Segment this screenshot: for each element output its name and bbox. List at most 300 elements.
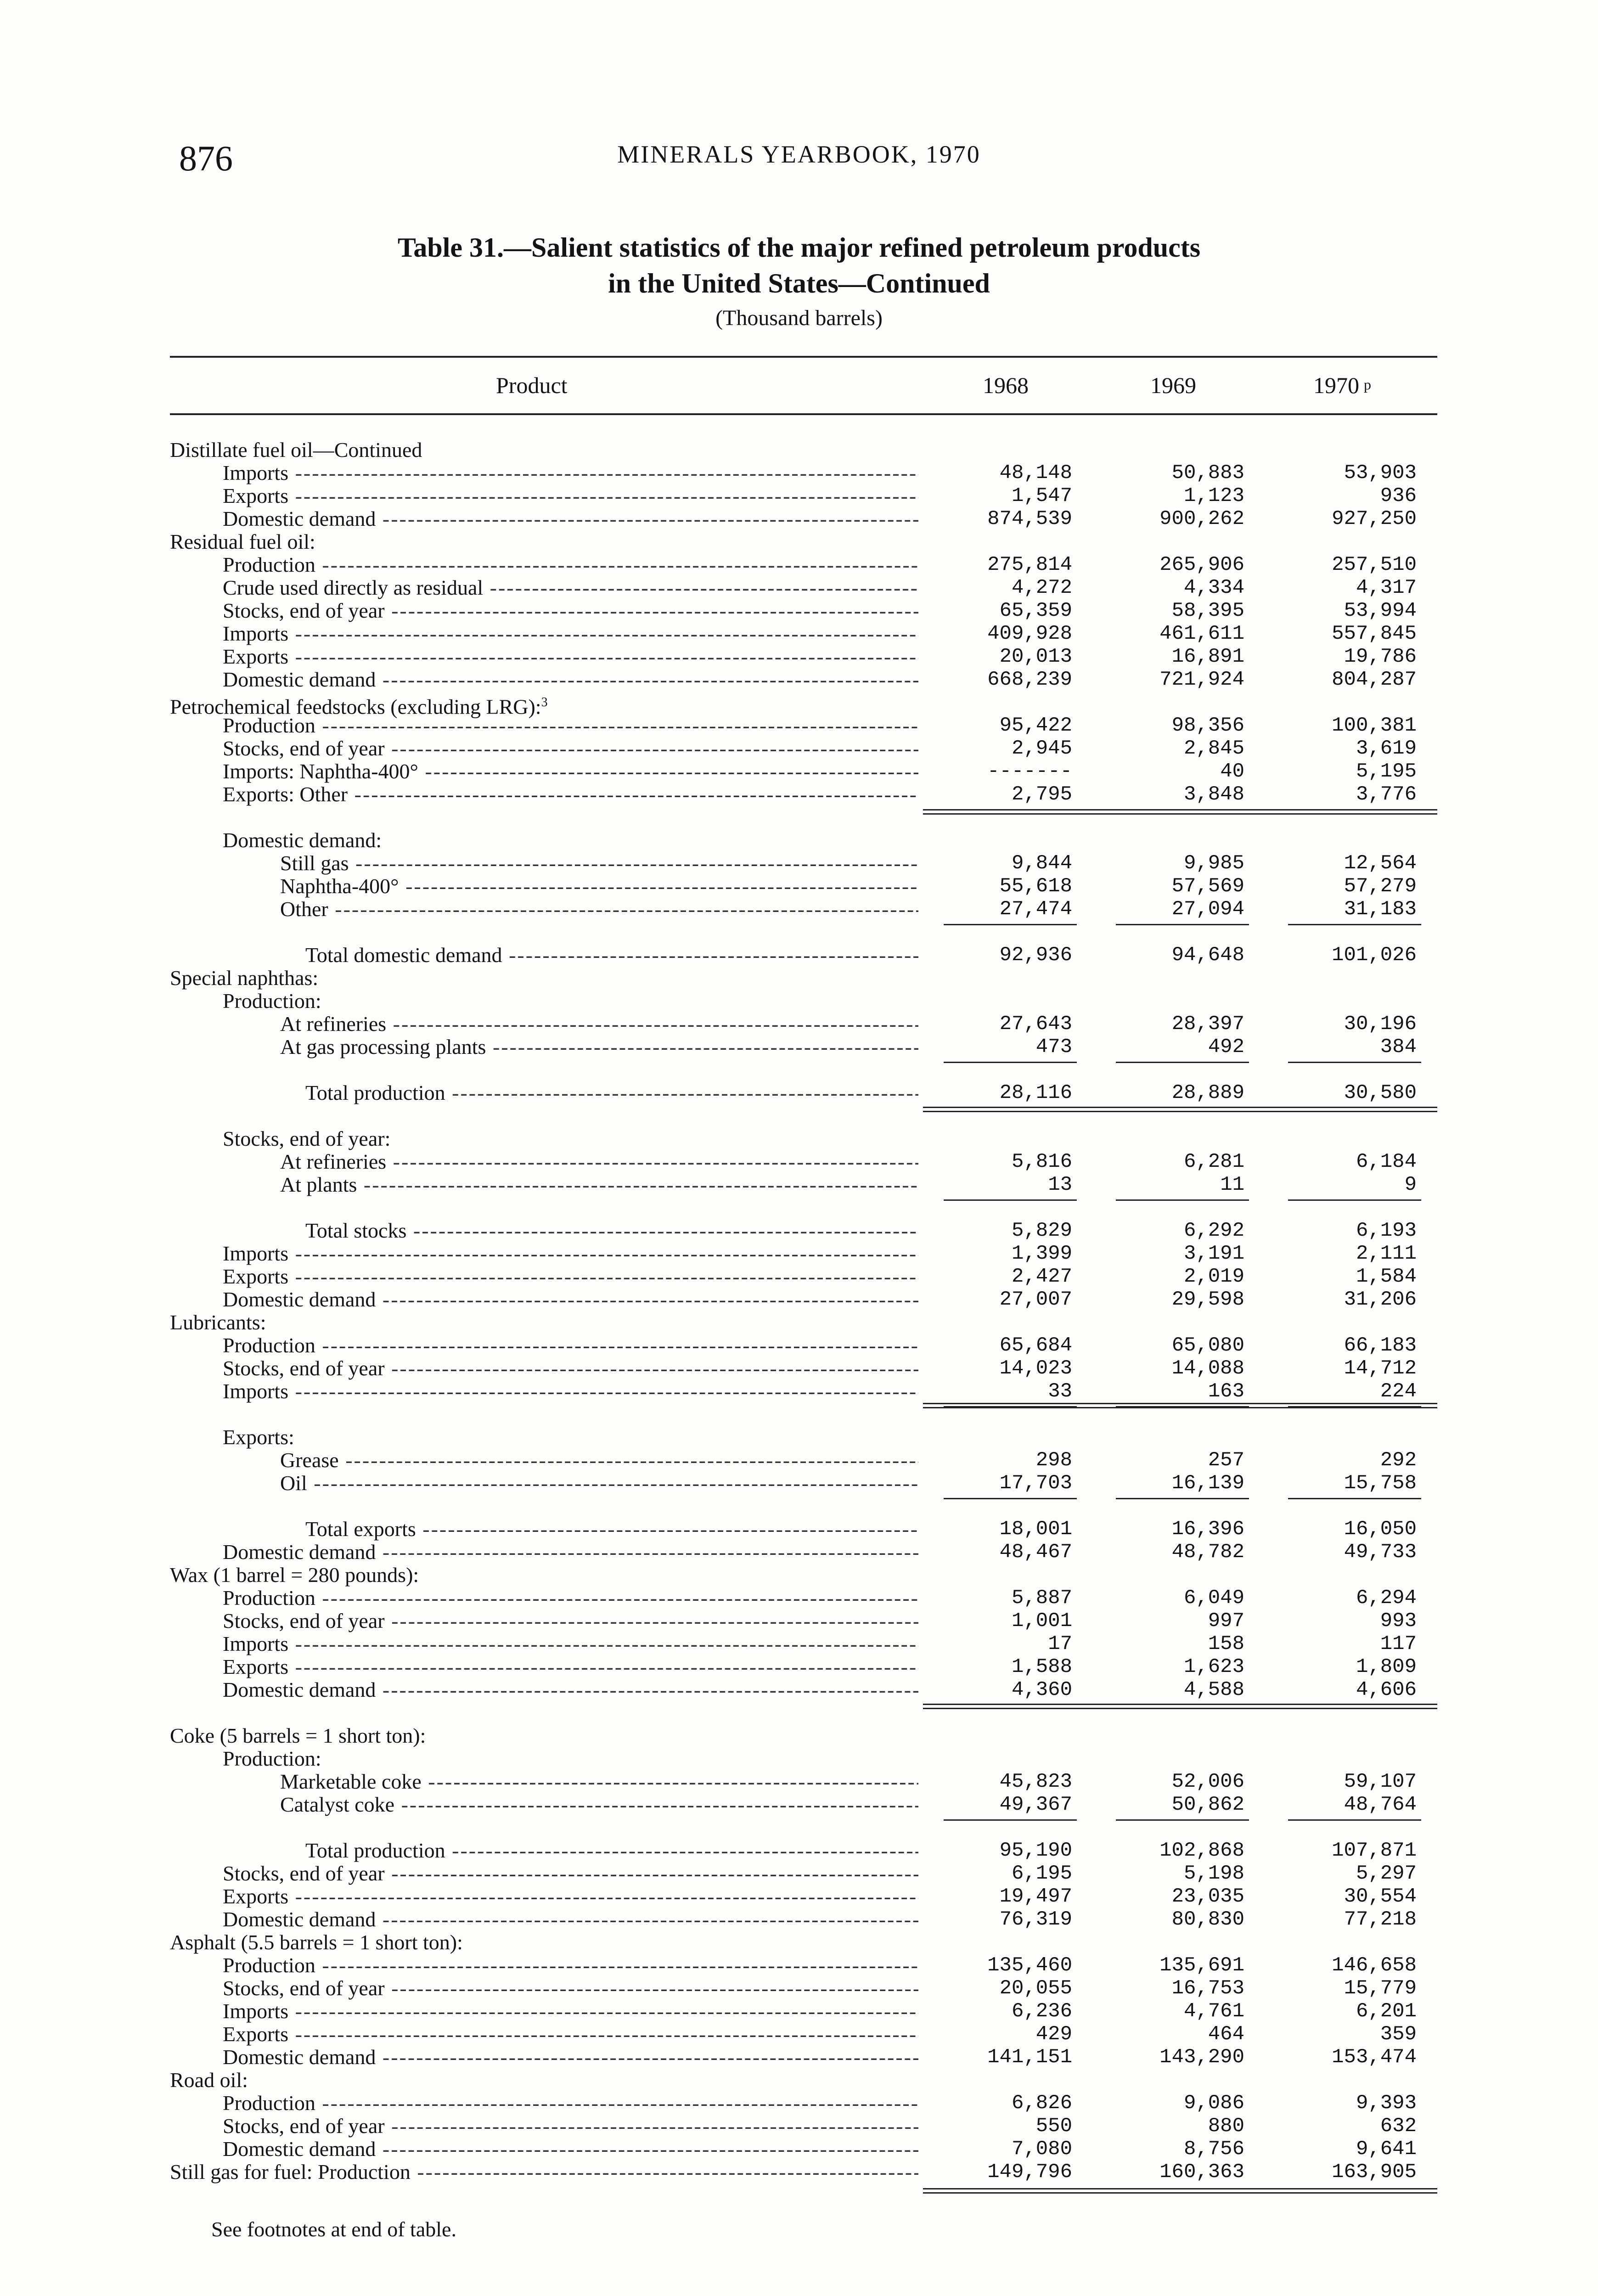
- table-header-rule: [170, 413, 1437, 415]
- row-label: [170, 1931, 951, 1954]
- table-row: [0, 1265, 1598, 1288]
- row-label-text: Total exports: [305, 1518, 416, 1541]
- row-label-text: Domestic demand: [223, 668, 376, 691]
- value-1970: 16,050: [1344, 1518, 1417, 1541]
- table-row: [0, 2092, 1598, 2115]
- value-1969: 4,761: [1183, 2000, 1244, 2023]
- value-1970: 9,641: [1356, 2138, 1417, 2161]
- table-row: [0, 2138, 1598, 2161]
- table-row: [0, 1862, 1598, 1885]
- running-head: MINERALS YEARBOOK, 1970: [617, 141, 981, 168]
- page-number: 876: [179, 138, 233, 178]
- value-1968: 2,945: [1011, 737, 1072, 760]
- table-row: [0, 1678, 1598, 1701]
- row-label: [280, 1449, 918, 1472]
- table-title-line-2: in the United States—Continued: [608, 268, 990, 298]
- subtotal-rule: [1116, 1498, 1249, 1499]
- table-row: [0, 530, 1598, 553]
- row-label-text: Imports: [223, 461, 289, 484]
- value-1970: 292: [1380, 1449, 1417, 1472]
- value-1969: 143,290: [1159, 2046, 1244, 2069]
- value-1969: 3,191: [1183, 1242, 1244, 1265]
- value-1969: 50,862: [1171, 1793, 1244, 1816]
- value-1968: 149,796: [987, 2161, 1072, 2183]
- table-row: [0, 2161, 1598, 2183]
- value-1970: 15,779: [1344, 1977, 1417, 2000]
- value-1969: 492: [1208, 1035, 1244, 1058]
- value-1968: 76,319: [999, 1908, 1072, 1931]
- table-row: [0, 1977, 1598, 2000]
- value-1970: 3,619: [1356, 737, 1417, 760]
- section-double-rule: [923, 809, 1437, 815]
- table-row: [0, 553, 1598, 576]
- row-label-text: Exports: [223, 1265, 289, 1288]
- value-1970: 1,584: [1356, 1265, 1417, 1288]
- row-label-text: Stocks, end of year: [223, 2115, 385, 2138]
- row-label-text: Total production: [305, 1839, 445, 1862]
- table-row: [0, 2000, 1598, 2023]
- value-1968: 4,272: [1011, 576, 1072, 599]
- value-1969: 28,397: [1171, 1013, 1244, 1035]
- footnote-marker: 3: [541, 695, 548, 709]
- row-label-text: Exports: [223, 484, 289, 507]
- value-1968: 65,684: [999, 1334, 1072, 1357]
- row-label-text: Oil: [280, 1472, 307, 1495]
- row-label: [280, 875, 918, 898]
- value-1968: 20,055: [999, 1977, 1072, 2000]
- row-label-text: Imports: [223, 1632, 289, 1655]
- value-1969: 6,281: [1183, 1150, 1244, 1173]
- value-1968: 409,928: [987, 622, 1072, 645]
- table-row: [0, 1609, 1598, 1632]
- value-1970: 9: [1404, 1173, 1417, 1196]
- row-label-text: Production: [223, 714, 315, 737]
- row-label-text: Grease: [280, 1449, 339, 1472]
- value-1970: 117: [1380, 1632, 1417, 1655]
- row-label-text: Exports: [223, 2023, 289, 2046]
- table-row: [0, 645, 1598, 668]
- row-label: [223, 714, 918, 737]
- table-row: [0, 1587, 1598, 1609]
- row-label-text: Residual fuel oil:: [170, 530, 315, 553]
- row-label-text: Special naphthas:: [170, 967, 319, 990]
- value-1970: 59,107: [1344, 1770, 1417, 1793]
- value-1970: 632: [1380, 2115, 1417, 2138]
- row-label: [280, 1173, 918, 1196]
- row-label: [280, 852, 918, 875]
- value-1968: 18,001: [999, 1518, 1072, 1541]
- value-1968: 27,643: [999, 1013, 1072, 1035]
- row-label-text: Domestic demand: [223, 2046, 376, 2069]
- value-1970: 30,580: [1344, 1081, 1417, 1104]
- row-label: [223, 1977, 918, 2000]
- value-1970: 557,845: [1332, 622, 1417, 645]
- value-1970: 257,510: [1332, 553, 1417, 576]
- row-label: [223, 1862, 918, 1885]
- row-label: [223, 829, 1003, 852]
- row-label-text: Production: [223, 1334, 315, 1357]
- value-1969: 52,006: [1171, 1770, 1244, 1793]
- row-label: [223, 461, 918, 484]
- table-row: [0, 944, 1598, 967]
- table-row: [0, 1173, 1598, 1196]
- row-label-text: Wax (1 barrel = 280 pounds):: [170, 1564, 419, 1587]
- row-label: [280, 1013, 918, 1035]
- value-1970: 30,196: [1344, 1013, 1417, 1035]
- row-label: [223, 1632, 918, 1655]
- table-row: [0, 1793, 1598, 1816]
- row-label-text: Naphtha-400°: [280, 875, 399, 898]
- value-1970: 6,201: [1356, 2000, 1417, 2023]
- column-header-1970-year: 1970: [1313, 372, 1359, 398]
- table-title: [0, 230, 1598, 301]
- value-1968: 668,239: [987, 668, 1072, 691]
- row-label: [223, 2138, 918, 2161]
- value-1970: 49,733: [1344, 1541, 1417, 1564]
- column-header-product: Product: [496, 372, 568, 398]
- row-label: [170, 530, 951, 553]
- row-label-text: Imports: [223, 1242, 289, 1265]
- row-label-text: Stocks, end of year: [223, 737, 385, 760]
- row-label: [280, 1472, 918, 1495]
- value-1969: 2,845: [1183, 737, 1244, 760]
- row-label: [223, 760, 918, 783]
- value-1968: 6,826: [1011, 2092, 1072, 2115]
- value-1969: 3,848: [1183, 783, 1244, 806]
- value-1968: 141,151: [987, 2046, 1072, 2069]
- row-label: [223, 668, 918, 691]
- table-row: [0, 2069, 1598, 2092]
- subtotal-rule: [1116, 1819, 1249, 1821]
- row-label-text: Crude used directly as residual: [223, 576, 484, 599]
- value-1969: 4,588: [1183, 1678, 1244, 1701]
- subtotal-rule: [1288, 1199, 1421, 1201]
- value-1970: 224: [1380, 1380, 1417, 1403]
- table-row: [0, 990, 1598, 1013]
- row-label-text: Domestic demand: [223, 507, 376, 530]
- subtotal-rule: [944, 924, 1077, 925]
- row-label-text: Domestic demand: [223, 2138, 376, 2161]
- value-1968: 4,360: [1011, 1678, 1072, 1701]
- value-1969: 9,985: [1183, 852, 1244, 875]
- value-1970: 936: [1380, 484, 1417, 507]
- value-1970: 14,712: [1344, 1357, 1417, 1380]
- value-1968: 17: [1048, 1632, 1072, 1655]
- row-label: [223, 1954, 918, 1977]
- value-1970: 1,809: [1356, 1655, 1417, 1678]
- value-1969: 40: [1220, 760, 1244, 783]
- row-label: [223, 737, 918, 760]
- row-label-text: Petrochemical feedstocks (excluding LRG):: [170, 695, 541, 719]
- row-label: [305, 944, 918, 967]
- column-header-1969: 1969: [1150, 372, 1196, 398]
- value-1968: 17,703: [999, 1472, 1072, 1495]
- value-1968: 27,007: [999, 1288, 1072, 1311]
- row-label: [223, 484, 918, 507]
- row-label-text: At plants: [280, 1173, 357, 1196]
- value-1968: -------: [987, 760, 1072, 783]
- row-label: [223, 1609, 918, 1632]
- value-1969: 80,830: [1171, 1908, 1244, 1931]
- table-row: [0, 1564, 1598, 1587]
- value-1970: 5,195: [1356, 760, 1417, 783]
- value-1970: 31,206: [1344, 1288, 1417, 1311]
- value-1968: 298: [1035, 1449, 1072, 1472]
- table-row: [0, 461, 1598, 484]
- row-label-text: Imports: [223, 2000, 289, 2023]
- value-1969: 65,080: [1171, 1334, 1244, 1357]
- value-1968: 1,547: [1011, 484, 1072, 507]
- table-top-rule: [170, 356, 1437, 358]
- table-row: [0, 829, 1598, 852]
- row-label-text: Other: [280, 898, 328, 921]
- preliminary-mark: p: [1364, 376, 1371, 393]
- value-1969: 29,598: [1171, 1288, 1244, 1311]
- value-1970: 804,287: [1332, 668, 1417, 691]
- row-label: [280, 1793, 918, 1816]
- value-1970: 2,111: [1356, 1242, 1417, 1265]
- table-row: [0, 1219, 1598, 1242]
- row-label: [170, 1311, 951, 1334]
- table-row: [0, 1081, 1598, 1104]
- table-row: [0, 1380, 1598, 1403]
- row-label: [223, 599, 918, 622]
- value-1970: 53,994: [1344, 599, 1417, 622]
- row-label-text: Stocks, end of year: [223, 1357, 385, 1380]
- row-label-text: Exports: Other: [223, 783, 348, 806]
- table-row: [0, 1472, 1598, 1495]
- row-label: [223, 2023, 918, 2046]
- row-label-text: Imports: [223, 622, 289, 645]
- value-1968: 28,116: [999, 1081, 1072, 1104]
- table-row: [0, 1724, 1598, 1747]
- value-1970: 163,905: [1332, 2161, 1417, 2183]
- subtotal-rule: [1288, 1819, 1421, 1821]
- subtotal-rule: [1116, 924, 1249, 925]
- section-double-rule: [923, 1107, 1437, 1112]
- value-1970: 66,183: [1344, 1334, 1417, 1357]
- row-label: [223, 553, 918, 576]
- value-1969: 163: [1208, 1380, 1244, 1403]
- row-label: [223, 2092, 918, 2115]
- row-label-text: Production: [223, 1954, 315, 1977]
- value-1968: 2,427: [1011, 1265, 1072, 1288]
- value-1968: 1,399: [1011, 1242, 1072, 1265]
- row-label-text: Production: [223, 1587, 315, 1609]
- section-double-rule: [923, 1704, 1437, 1709]
- table-row: [0, 1747, 1598, 1770]
- value-1968: 550: [1035, 2115, 1072, 2138]
- table-row: [0, 622, 1598, 645]
- value-1968: 5,829: [1011, 1219, 1072, 1242]
- row-label: [223, 576, 918, 599]
- table-row: [0, 2115, 1598, 2138]
- row-label-text: Still gas for fuel: Production: [170, 2161, 411, 2183]
- row-label: [223, 1747, 1003, 1770]
- value-1969: 48,782: [1171, 1541, 1244, 1564]
- row-label-text: Domestic demand: [223, 1288, 376, 1311]
- value-1970: 4,606: [1356, 1678, 1417, 1701]
- row-label: [223, 1885, 918, 1908]
- row-label: [223, 1655, 918, 1678]
- row-label-text: Total stocks: [305, 1219, 407, 1242]
- value-1970: 48,764: [1344, 1793, 1417, 1816]
- table-row: [0, 783, 1598, 806]
- table-row: [0, 1127, 1598, 1150]
- value-1969: 14,088: [1171, 1357, 1244, 1380]
- value-1969: 16,891: [1171, 645, 1244, 668]
- value-1969: 8,756: [1183, 2138, 1244, 2161]
- value-1968: 95,422: [999, 714, 1072, 737]
- value-1968: 49,367: [999, 1793, 1072, 1816]
- row-label-text: Domestic demand: [223, 1678, 376, 1701]
- value-1969: 6,292: [1183, 1219, 1244, 1242]
- value-1969: 461,611: [1159, 622, 1244, 645]
- value-1969: 50,883: [1171, 461, 1244, 484]
- row-label: [170, 2069, 951, 2092]
- value-1968: 275,814: [987, 553, 1072, 576]
- table-row: [0, 1449, 1598, 1472]
- value-1970: 100,381: [1332, 714, 1417, 737]
- subtotal-rule: [944, 1498, 1077, 1499]
- value-1969: 16,139: [1171, 1472, 1244, 1495]
- row-label: [280, 1035, 918, 1058]
- subtotal-rule: [1288, 924, 1421, 925]
- value-1968: 45,823: [999, 1770, 1072, 1793]
- value-1969: 4,334: [1183, 576, 1244, 599]
- value-1968: 33: [1048, 1380, 1072, 1403]
- table-row: [0, 1954, 1598, 1977]
- value-1970: 5,297: [1356, 1862, 1417, 1885]
- row-label: [305, 1219, 918, 1242]
- row-label: [223, 1242, 918, 1265]
- value-1970: 6,193: [1356, 1219, 1417, 1242]
- value-1968: 20,013: [999, 645, 1072, 668]
- value-1968: 55,618: [999, 875, 1072, 898]
- row-label: [223, 2000, 918, 2023]
- value-1969: 464: [1208, 2023, 1244, 2046]
- table-row: [0, 1908, 1598, 1931]
- row-label: [223, 2115, 918, 2138]
- section-double-rule: [923, 2188, 1437, 2194]
- row-label-text: Lubricants:: [170, 1311, 266, 1334]
- table-row: [0, 439, 1598, 461]
- row-label: [280, 898, 918, 921]
- row-label: [223, 622, 918, 645]
- value-1970: 19,786: [1344, 645, 1417, 668]
- subtotal-rule: [1116, 1199, 1249, 1201]
- row-label-text: Distillate fuel oil—Continued: [170, 439, 422, 461]
- value-1968: 6,236: [1011, 2000, 1072, 2023]
- table-row: [0, 1518, 1598, 1541]
- table-row: [0, 1013, 1598, 1035]
- value-1969: 58,395: [1171, 599, 1244, 622]
- value-1968: 95,190: [999, 1839, 1072, 1862]
- row-label-text: Stocks, end of year: [223, 1862, 385, 1885]
- row-label-text: Stocks, end of year: [223, 1977, 385, 2000]
- table-row: [0, 1288, 1598, 1311]
- value-1969: 997: [1208, 1609, 1244, 1632]
- row-label: [170, 2161, 918, 2183]
- value-1970: 993: [1380, 1609, 1417, 1632]
- row-label: [223, 1357, 918, 1380]
- value-1968: 27,474: [999, 898, 1072, 921]
- value-1968: 135,460: [987, 1954, 1072, 1977]
- table-row: [0, 1885, 1598, 1908]
- subtotal-rule: [944, 1819, 1077, 1821]
- table-row: [0, 967, 1598, 990]
- row-label-text: Stocks, end of year:: [223, 1127, 391, 1150]
- row-label: [223, 1288, 918, 1311]
- value-1968: 5,816: [1011, 1150, 1072, 1173]
- value-1970: 101,026: [1332, 944, 1417, 967]
- row-label-text: At refineries: [280, 1013, 387, 1035]
- row-label: [223, 1265, 918, 1288]
- value-1970: 153,474: [1332, 2046, 1417, 2069]
- value-1970: 107,871: [1332, 1839, 1417, 1862]
- value-1969: 16,753: [1171, 1977, 1244, 2000]
- table-row: [0, 852, 1598, 875]
- value-1970: 3,776: [1356, 783, 1417, 806]
- row-label: [223, 1334, 918, 1357]
- table-row: [0, 1632, 1598, 1655]
- value-1969: 1,623: [1183, 1655, 1244, 1678]
- row-label-text: At gas processing plants: [280, 1035, 486, 1058]
- table-row: [0, 691, 1598, 719]
- value-1969: 6,049: [1183, 1587, 1244, 1609]
- row-label-text: Exports: [223, 1885, 289, 1908]
- value-1969: 98,356: [1171, 714, 1244, 737]
- table-row: [0, 1541, 1598, 1564]
- value-1968: 6,195: [1011, 1862, 1072, 1885]
- row-label-text: Domestic demand:: [223, 829, 382, 852]
- value-1968: 1,001: [1011, 1609, 1072, 1632]
- value-1969: 721,924: [1159, 668, 1244, 691]
- table-row: [0, 576, 1598, 599]
- value-1970: 15,758: [1344, 1472, 1417, 1495]
- value-1969: 5,198: [1183, 1862, 1244, 1885]
- row-label-text: Road oil:: [170, 2069, 248, 2092]
- value-1970: 927,250: [1332, 507, 1417, 530]
- row-label-text: Total domestic demand: [305, 944, 502, 967]
- table-row: [0, 2023, 1598, 2046]
- subtotal-rule: [1116, 1062, 1249, 1063]
- table-row: [0, 1150, 1598, 1173]
- value-1969: 28,889: [1171, 1081, 1244, 1104]
- value-1968: 7,080: [1011, 2138, 1072, 2161]
- value-1969: 158: [1208, 1632, 1244, 1655]
- table-title-line-1: Table 31.—Salient statistics of the major refined petroleum products: [397, 232, 1201, 263]
- value-1969: 102,868: [1159, 1839, 1244, 1862]
- row-label-text: Stocks, end of year: [223, 1609, 385, 1632]
- row-label-text: Exports: [223, 1655, 289, 1678]
- value-1970: 31,183: [1344, 898, 1417, 921]
- row-label: [223, 1678, 918, 1701]
- table-row: [0, 668, 1598, 691]
- row-label-text: Still gas: [280, 852, 349, 875]
- row-label: [223, 1127, 1003, 1150]
- value-1969: 27,094: [1171, 898, 1244, 921]
- table-row: [0, 898, 1598, 921]
- value-1970: 4,317: [1356, 576, 1417, 599]
- row-label-text: Exports:: [223, 1426, 294, 1449]
- subtotal-rule: [944, 1199, 1077, 1201]
- row-label: [170, 1564, 951, 1587]
- table-row: [0, 1839, 1598, 1862]
- section-double-rule: [923, 1403, 1437, 1408]
- row-label-text: Domestic demand: [223, 1541, 376, 1564]
- value-1969: 2,019: [1183, 1265, 1244, 1288]
